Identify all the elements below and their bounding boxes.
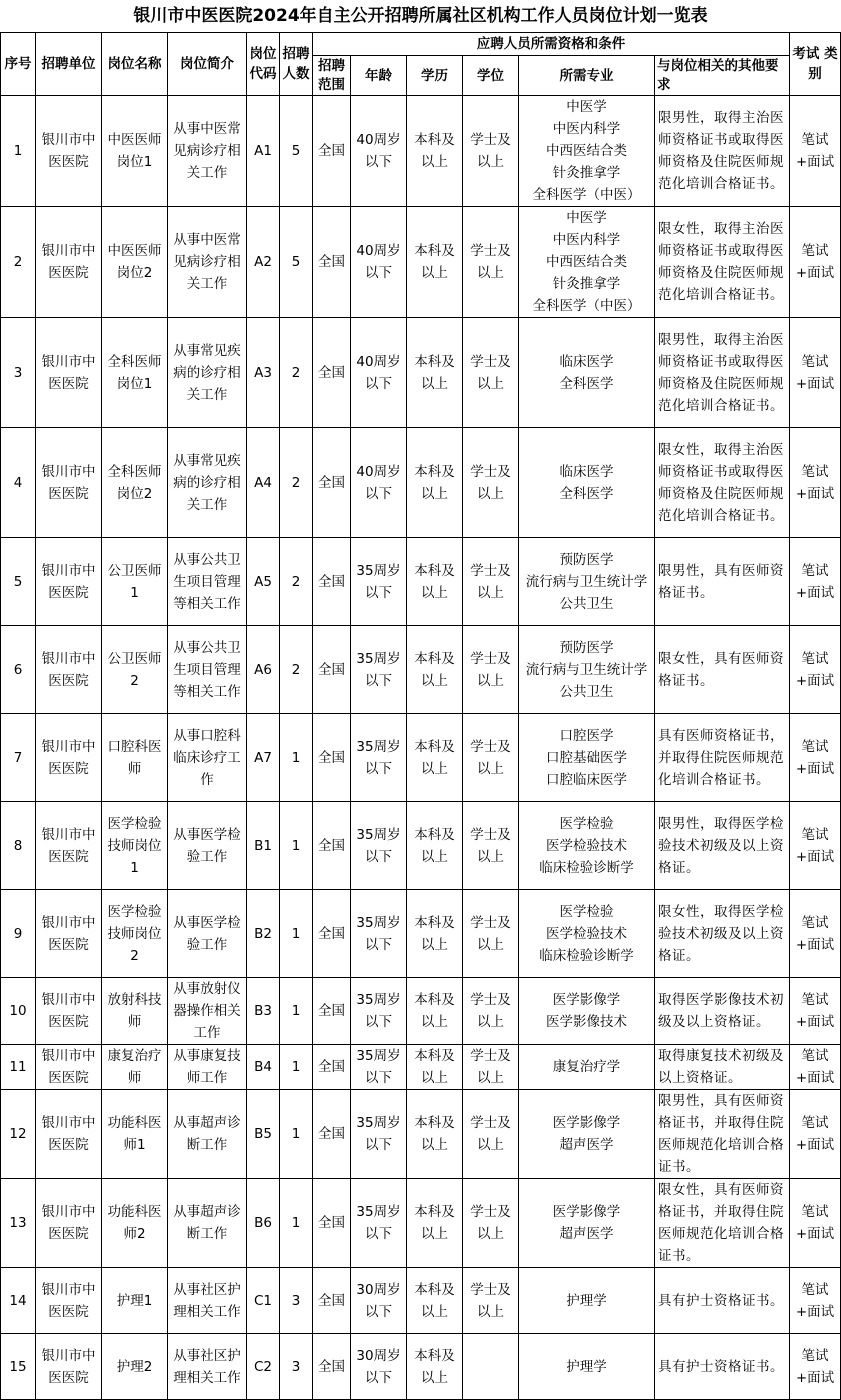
row-scope: 全国 (313, 1334, 351, 1400)
row-other: 限男性，取得医学检验技术初级及以上资格证。 (655, 802, 790, 890)
row-major: 预防医学 流行病与卫生统计学 公共卫生 (519, 538, 655, 626)
row-unit: 银川市中医医院 (36, 890, 102, 978)
row-post-desc: 从事医学检验工作 (168, 890, 247, 978)
row-exam: 笔试+面试 (790, 1045, 841, 1090)
row-count: 1 (280, 978, 313, 1045)
header-conditions: 应聘人员所需资格和条件 (313, 33, 790, 56)
header-unit: 招聘单位 (36, 33, 102, 96)
row-degree: 学士及以上 (463, 1268, 519, 1334)
row-post-name: 口腔科医师 (102, 714, 168, 802)
row-education: 本科及以上 (407, 714, 463, 802)
row-exam: 笔试+面试 (790, 1179, 841, 1268)
row-scope: 全国 (313, 1179, 351, 1268)
row-major: 医学检验 医学检验技术 临床检验诊断学 (519, 890, 655, 978)
row-code: C1 (247, 1268, 280, 1334)
table-row (1, 1334, 841, 1400)
row-post-desc: 从事超声诊断工作 (168, 1179, 247, 1268)
row-education: 本科及以上 (407, 802, 463, 890)
row-post-name: 全科医师岗位2 (102, 428, 168, 538)
row-count: 5 (280, 96, 313, 207)
table-row (1, 978, 841, 1045)
row-exam: 笔试+面试 (790, 96, 841, 207)
table-row (1, 318, 841, 428)
row-post-desc: 从事公共卫生项目管理等相关工作 (168, 538, 247, 626)
row-degree: 学士及以上 (463, 890, 519, 978)
row-post-desc: 从事口腔科临床诊疗工作 (168, 714, 247, 802)
row-other: 具有医师资格证书，并取得住院医师规范化培训合格证书。 (655, 714, 790, 802)
header-code: 岗位 代码 (247, 33, 280, 96)
row-scope: 全国 (313, 207, 351, 318)
row-seq: 11 (1, 1045, 36, 1090)
row-major: 医学检验 医学检验技术 临床检验诊断学 (519, 802, 655, 890)
row-code: B1 (247, 802, 280, 890)
row-scope: 全国 (313, 714, 351, 802)
row-post-desc: 从事常见疾病的诊疗相关工作 (168, 318, 247, 428)
row-seq: 4 (1, 428, 36, 538)
row-unit: 银川市中医医院 (36, 1179, 102, 1268)
row-exam: 笔试+面试 (790, 714, 841, 802)
header-post-desc: 岗位简介 (168, 33, 247, 96)
row-degree: 学士及以上 (463, 207, 519, 318)
row-age: 35周岁以下 (351, 1090, 407, 1179)
row-education: 本科及以上 (407, 1045, 463, 1090)
row-scope: 全国 (313, 802, 351, 890)
row-post-name: 公卫医师2 (102, 626, 168, 714)
row-other: 具有护士资格证书。 (655, 1268, 790, 1334)
table-row (1, 802, 841, 890)
row-major: 医学影像学 超声医学 (519, 1179, 655, 1268)
row-seq: 2 (1, 207, 36, 318)
row-seq: 6 (1, 626, 36, 714)
row-seq: 12 (1, 1090, 36, 1179)
row-other: 限女性，取得医学检验技术初级及以上资格证。 (655, 890, 790, 978)
row-count: 2 (280, 318, 313, 428)
row-seq: 3 (1, 318, 36, 428)
row-education: 本科及以上 (407, 1179, 463, 1268)
row-seq: 9 (1, 890, 36, 978)
row-unit: 银川市中医医院 (36, 96, 102, 207)
row-post-name: 中医医师岗位1 (102, 96, 168, 207)
row-exam: 笔试+面试 (790, 890, 841, 978)
row-other: 限男性，具有医师资格证书，并取得住院医师规范化培训合格证书。 (655, 1090, 790, 1179)
row-post-desc: 从事公共卫生项目管理等相关工作 (168, 626, 247, 714)
row-age: 40周岁以下 (351, 318, 407, 428)
row-degree: 学士及以上 (463, 978, 519, 1045)
row-code: A2 (247, 207, 280, 318)
row-post-desc: 从事康复技师工作 (168, 1045, 247, 1090)
row-degree: 学士及以上 (463, 96, 519, 207)
row-unit: 银川市中医医院 (36, 318, 102, 428)
row-post-name: 放射科技师 (102, 978, 168, 1045)
row-education: 本科及以上 (407, 538, 463, 626)
row-post-name: 公卫医师1 (102, 538, 168, 626)
row-unit: 银川市中医医院 (36, 428, 102, 538)
row-degree (463, 1334, 519, 1400)
row-code: C2 (247, 1334, 280, 1400)
row-count: 1 (280, 1179, 313, 1268)
row-post-name: 功能科医师2 (102, 1179, 168, 1268)
row-exam: 笔试+面试 (790, 1090, 841, 1179)
row-other: 限男性，取得主治医师资格证书或取得医师资格及住院医师规范化培训合格证书。 (655, 96, 790, 207)
row-education: 本科及以上 (407, 626, 463, 714)
row-count: 1 (280, 802, 313, 890)
row-other: 限男性，具有医师资格证书。 (655, 538, 790, 626)
header-age: 年龄 (351, 56, 407, 96)
row-education: 本科及以上 (407, 890, 463, 978)
row-post-name: 医学检验技师岗位1 (102, 802, 168, 890)
row-major: 临床医学 全科医学 (519, 428, 655, 538)
row-degree: 学士及以上 (463, 1179, 519, 1268)
row-post-name: 功能科医师1 (102, 1090, 168, 1179)
row-age: 35周岁以下 (351, 802, 407, 890)
row-major: 护理学 (519, 1268, 655, 1334)
row-seq: 5 (1, 538, 36, 626)
header-seq: 序号 (1, 33, 36, 96)
row-degree: 学士及以上 (463, 626, 519, 714)
row-seq: 10 (1, 978, 36, 1045)
row-code: B6 (247, 1179, 280, 1268)
row-other: 限女性，取得主治医师资格证书或取得医师资格及住院医师规范化培训合格证书。 (655, 428, 790, 538)
table-row (1, 1179, 841, 1268)
header-other: 与岗位相关的其他要求 (655, 56, 790, 96)
table-row (1, 207, 841, 318)
row-unit: 银川市中医医院 (36, 1268, 102, 1334)
row-post-desc: 从事社区护理相关工作 (168, 1334, 247, 1400)
row-code: A6 (247, 626, 280, 714)
row-age: 35周岁以下 (351, 1179, 407, 1268)
table-row (1, 714, 841, 802)
row-unit: 银川市中医医院 (36, 1090, 102, 1179)
row-other: 限女性，具有医师资格证书，并取得住院医师规范化培训合格证书。 (655, 1179, 790, 1268)
row-scope: 全国 (313, 538, 351, 626)
row-seq: 15 (1, 1334, 36, 1400)
row-count: 1 (280, 1090, 313, 1179)
row-age: 40周岁以下 (351, 207, 407, 318)
row-major: 中医学 中医内科学 中西医结合类 针灸推拿学 全科医学（中医） (519, 207, 655, 318)
row-post-desc: 从事社区护理相关工作 (168, 1268, 247, 1334)
row-exam: 笔试+面试 (790, 802, 841, 890)
row-exam: 笔试+面试 (790, 978, 841, 1045)
row-education: 本科及以上 (407, 1268, 463, 1334)
row-post-name: 护理1 (102, 1268, 168, 1334)
row-post-name: 全科医师岗位1 (102, 318, 168, 428)
row-post-desc: 从事中医常见病诊疗相关工作 (168, 96, 247, 207)
row-code: A5 (247, 538, 280, 626)
row-major: 医学影像学 医学影像技术 (519, 978, 655, 1045)
row-post-name: 护理2 (102, 1334, 168, 1400)
row-age: 35周岁以下 (351, 714, 407, 802)
row-count: 2 (280, 626, 313, 714)
row-post-desc: 从事放射仪器操作相关工作 (168, 978, 247, 1045)
row-seq: 14 (1, 1268, 36, 1334)
row-unit: 银川市中医医院 (36, 626, 102, 714)
row-major: 医学影像学 超声医学 (519, 1090, 655, 1179)
row-unit: 银川市中医医院 (36, 978, 102, 1045)
row-degree: 学士及以上 (463, 1090, 519, 1179)
header-post-name: 岗位名称 (102, 33, 168, 96)
row-scope: 全国 (313, 1090, 351, 1179)
row-degree: 学士及以上 (463, 318, 519, 428)
row-post-desc: 从事常见疾病的诊疗相关工作 (168, 428, 247, 538)
row-education: 本科及以上 (407, 1334, 463, 1400)
row-code: A3 (247, 318, 280, 428)
row-count: 1 (280, 890, 313, 978)
table-row (1, 428, 841, 538)
row-major: 预防医学 流行病与卫生统计学 公共卫生 (519, 626, 655, 714)
table-row (1, 890, 841, 978)
row-other: 限女性，取得主治医师资格证书或取得医师资格及住院医师规范化培训合格证书。 (655, 207, 790, 318)
table-row (1, 538, 841, 626)
row-age: 30周岁以下 (351, 1268, 407, 1334)
positions-table (0, 32, 841, 1400)
row-education: 本科及以上 (407, 1090, 463, 1179)
row-age: 35周岁以下 (351, 1045, 407, 1090)
header-scope: 招聘 范围 (313, 56, 351, 96)
row-unit: 银川市中医医院 (36, 802, 102, 890)
table-row (1, 96, 841, 207)
row-age: 35周岁以下 (351, 890, 407, 978)
row-major: 中医学 中医内科学 中西医结合类 针灸推拿学 全科医学（中医） (519, 96, 655, 207)
row-unit: 银川市中医医院 (36, 714, 102, 802)
row-education: 本科及以上 (407, 428, 463, 538)
row-major: 临床医学 全科医学 (519, 318, 655, 428)
page-title: 银川市中医医院2024年自主公开招聘所属社区机构工作人员岗位计划一览表 (133, 6, 708, 26)
row-age: 40周岁以下 (351, 428, 407, 538)
row-exam: 笔试+面试 (790, 1334, 841, 1400)
header-major: 所需专业 (519, 56, 655, 96)
row-code: B5 (247, 1090, 280, 1179)
row-scope: 全国 (313, 96, 351, 207)
row-age: 35周岁以下 (351, 538, 407, 626)
row-count: 5 (280, 207, 313, 318)
row-other: 限男性，取得主治医师资格证书或取得医师资格及住院医师规范化培训合格证书。 (655, 318, 790, 428)
row-unit: 银川市中医医院 (36, 1334, 102, 1400)
row-post-name: 医学检验技师岗位2 (102, 890, 168, 978)
row-education: 本科及以上 (407, 318, 463, 428)
header-count: 招聘 人数 (280, 33, 313, 96)
row-count: 1 (280, 1045, 313, 1090)
row-code: B2 (247, 890, 280, 978)
row-exam: 笔试+面试 (790, 428, 841, 538)
row-age: 35周岁以下 (351, 626, 407, 714)
row-seq: 13 (1, 1179, 36, 1268)
row-degree: 学士及以上 (463, 802, 519, 890)
row-count: 3 (280, 1334, 313, 1400)
row-exam: 笔试+面试 (790, 538, 841, 626)
row-degree: 学士及以上 (463, 538, 519, 626)
row-education: 本科及以上 (407, 96, 463, 207)
row-code: B4 (247, 1045, 280, 1090)
header-exam: 考试 类别 (790, 33, 841, 96)
row-code: A1 (247, 96, 280, 207)
row-other: 具有护士资格证书。 (655, 1334, 790, 1400)
row-degree: 学士及以上 (463, 1045, 519, 1090)
row-code: B3 (247, 978, 280, 1045)
row-major: 康复治疗学 (519, 1045, 655, 1090)
row-exam: 笔试+面试 (790, 318, 841, 428)
row-scope: 全国 (313, 890, 351, 978)
row-scope: 全国 (313, 428, 351, 538)
row-scope: 全国 (313, 1045, 351, 1090)
row-code: A7 (247, 714, 280, 802)
row-exam: 笔试+面试 (790, 207, 841, 318)
row-exam: 笔试+面试 (790, 626, 841, 714)
row-scope: 全国 (313, 626, 351, 714)
row-age: 40周岁以下 (351, 96, 407, 207)
row-exam: 笔试+面试 (790, 1268, 841, 1334)
table-row (1, 1045, 841, 1090)
table-row (1, 1090, 841, 1179)
header-education: 学历 (407, 56, 463, 96)
row-other: 取得医学影像技术初级及以上资格证。 (655, 978, 790, 1045)
row-seq: 1 (1, 96, 36, 207)
row-unit: 银川市中医医院 (36, 538, 102, 626)
row-count: 2 (280, 428, 313, 538)
table-row (1, 1268, 841, 1334)
row-seq: 8 (1, 802, 36, 890)
row-degree: 学士及以上 (463, 714, 519, 802)
row-education: 本科及以上 (407, 978, 463, 1045)
table-row (1, 626, 841, 714)
row-other: 取得康复技术初级及以上资格证。 (655, 1045, 790, 1090)
row-major: 护理学 (519, 1334, 655, 1400)
row-other: 限女性，具有医师资格证书。 (655, 626, 790, 714)
row-count: 2 (280, 538, 313, 626)
row-education: 本科及以上 (407, 207, 463, 318)
row-code: A4 (247, 428, 280, 538)
row-unit: 银川市中医医院 (36, 207, 102, 318)
row-scope: 全国 (313, 1268, 351, 1334)
row-post-name: 中医医师岗位2 (102, 207, 168, 318)
row-scope: 全国 (313, 318, 351, 428)
row-scope: 全国 (313, 978, 351, 1045)
row-major: 口腔医学 口腔基础医学 口腔临床医学 (519, 714, 655, 802)
row-count: 1 (280, 714, 313, 802)
row-post-desc: 从事医学检验工作 (168, 802, 247, 890)
row-degree: 学士及以上 (463, 428, 519, 538)
row-seq: 7 (1, 714, 36, 802)
row-count: 3 (280, 1268, 313, 1334)
row-age: 30周岁以下 (351, 1334, 407, 1400)
row-post-desc: 从事超声诊断工作 (168, 1090, 247, 1179)
row-age: 35周岁以下 (351, 978, 407, 1045)
row-unit: 银川市中医医院 (36, 1045, 102, 1090)
row-post-name: 康复治疗师 (102, 1045, 168, 1090)
header-degree: 学位 (463, 56, 519, 96)
table-body (1, 96, 841, 1400)
row-post-desc: 从事中医常见病诊疗相关工作 (168, 207, 247, 318)
